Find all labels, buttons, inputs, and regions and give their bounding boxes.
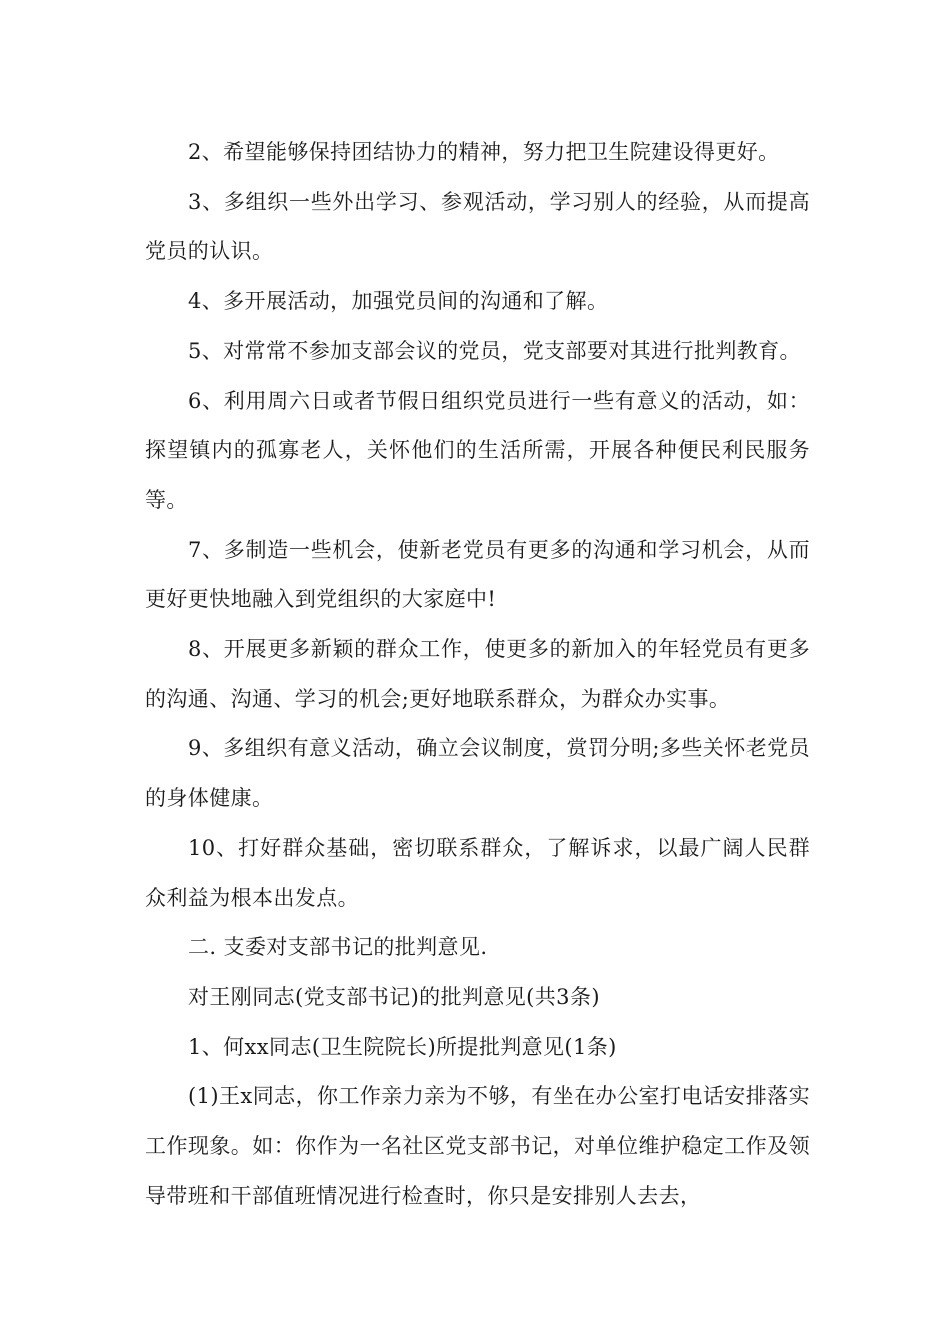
paragraph-item-10: 10、打好群众基础，密切联系群众，了解诉求，以最广阔人民群众利益为根本出发点。 [145,835,810,910]
paragraph-item-6: 6、利用周六日或者节假日组织党员进行一些有意义的活动，如：探望镇内的孤寡老人，关怀他们的生活所需，开展各种便民利民服务等。 [145,388,810,512]
document-body [145,128,810,1221]
opinion-source-heading: 1、何xx同志(卫生院院长)所提批判意见(1条) [188,1034,617,1059]
paragraph-item-4: 4、多开展活动，加强党员间的沟通和了解。 [188,289,609,314]
paragraph-item-8: 8、开展更多新颖的群众工作，使更多的新加入的年轻党员有更多的沟通、沟通、学习的机会;更好地联系群众，为群众办实事。 [145,637,810,711]
paragraph-item-2: 2、希望能够保持团结协力的精神，努力把卫生院建设得更好。 [188,140,780,164]
paragraph-item-9: 9、多组织有意义活动，确立会议制度，赏罚分明;多些关怀老党员的身体健康。 [145,736,810,811]
opinion-paragraph: (1)王x同志，你工作亲力亲为不够，有坐在办公室打电话安排落实工作现象。如：你作为一名社区党支部书记，对单位维护稳定工作及领导带班和干部值班情况进行检查时，你只是安排别人去去， [145,1084,810,1208]
paragraph-item-7: 7、多制造一些机会，使新老党员有更多的沟通和学习机会，从而更好更快地融入到党组织的大家庭中! [145,537,810,612]
section-heading: 二. 支委对支部书记的批判意见. [188,935,488,960]
paragraph-item-5: 5、对常常不参加支部会议的党员，党支部要对其进行批判教育。 [188,338,801,363]
subsection-heading: 对王刚同志(党支部书记)的批判意见(共3条) [188,984,600,1009]
paragraph-item-3: 3、多组织一些外出学习、参观活动，学习别人的经验，从而提高党员的认识。 [145,189,810,264]
